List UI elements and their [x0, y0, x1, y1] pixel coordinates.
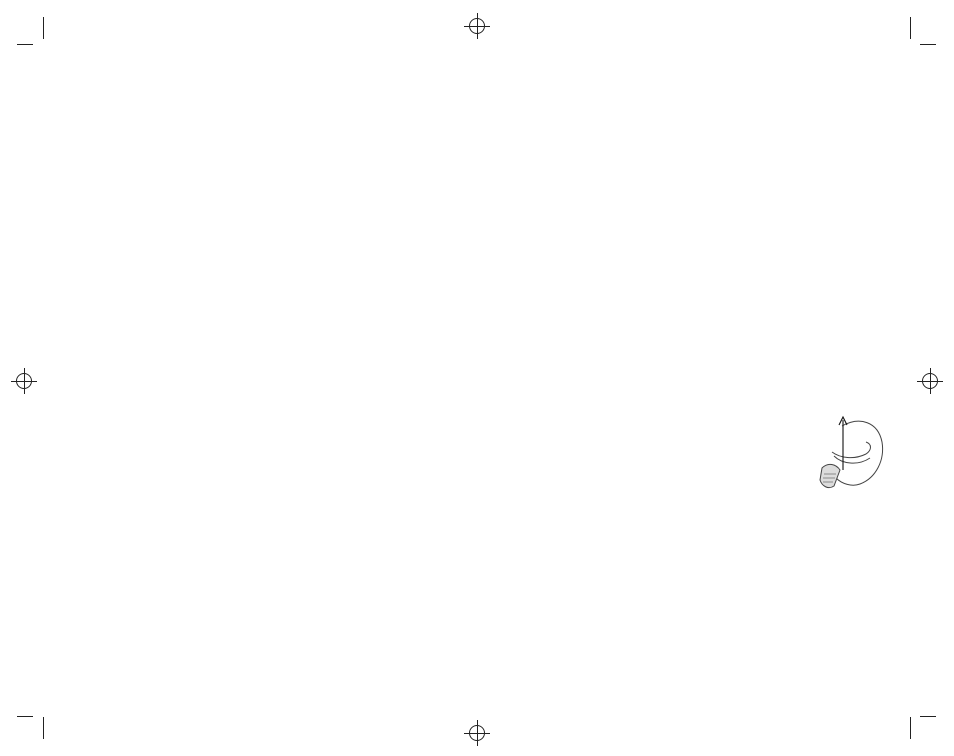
- crop-mark: [920, 44, 936, 45]
- scale-filter-figure: [812, 412, 886, 502]
- right-column: [504, 81, 882, 87]
- crop-mark: [910, 717, 911, 739]
- crop-mark: [910, 17, 911, 39]
- crop-mark: [920, 716, 936, 717]
- registration-mark: [922, 373, 938, 389]
